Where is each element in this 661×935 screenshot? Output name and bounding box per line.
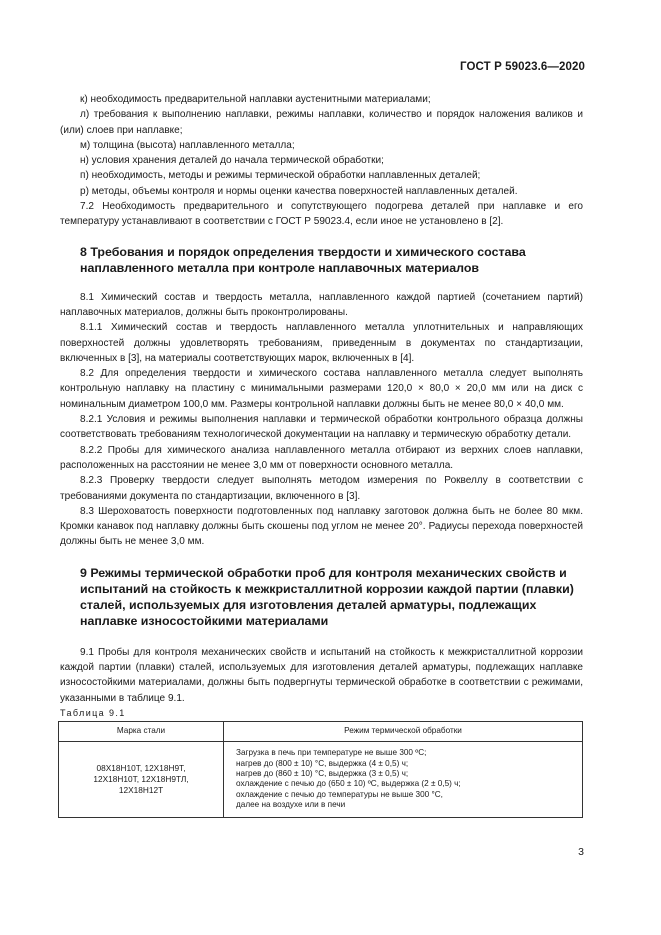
paragraph-8-3: 8.3 Шероховатость поверхности подготовленных под наплавку заготовок должна быть не более 80 мкм. Кромки канавок под наплавку должны быть скошены под углом не менее 20°. Радиусы перехода поверхностей должны быть не менее 3,0 мм.: [60, 505, 583, 548]
steel-grade-line: 08Х18Н10Т, 12Х18Н9Т,: [96, 763, 186, 774]
treatment-regime-cell: [224, 742, 583, 817]
document-code: ГОСТ Р 59023.6—2020: [460, 61, 585, 73]
list-item: п) необходимость, методы и режимы термической обработки наплавленных деталей;: [80, 170, 481, 182]
section-8-heading: 8 Требования и порядок определения твердости и химического состава наплавленного металла при контроле наплавочных материалов: [80, 244, 526, 275]
paragraph-8-2-3: 8.2.3 Проверку твердости следует выполнять методом измерения по Роквеллу в соответствии с требованиями документа по стандартизации, включенного в [3].: [60, 475, 583, 502]
section-9-heading: 9 Режимы термической обработки проб для контроля механических свойств и испытаний на стойкость к межкристаллитной коррозии каждой партии (плавки) сталей, используемых для изготовления деталей арматуры, подлежащих наплавке износостойкими материалами: [80, 565, 574, 628]
page-number: 3: [578, 846, 584, 858]
paragraph-8-1: 8.1 Химический состав и твердость металла, наплавленного каждой партией (сочетанием партий) наплавочных материалов, должны быть проконтролированы.: [60, 291, 583, 318]
table-9-1: [58, 721, 583, 817]
list-item: л) требования к выполнению наплавки, режимы наплавки, количество и порядок наложения валиков и (или) слоев при наплавке;: [60, 109, 583, 136]
steel-grade-line: 12Х18Н12Т: [118, 784, 164, 795]
paragraph-8-2: 8.2 Для определения твердости и химического состава наплавленного металла следует выполнять контрольную наплавку на пластину с минимальными размерами 120,0 × 80,0 × 20,0 мм или на диск с номинальным диаметром 100,0 мм. Размеры контрольной наплавки должны быть не менее 80,0 × 40,0 мм.: [60, 368, 583, 410]
table-row: [59, 742, 583, 817]
list-item: н) условия хранения деталей до начала термической обработки;: [80, 155, 384, 167]
paragraph-7-2: 7.2 Необходимость предварительного и сопутствующего подогрева деталей при наплавке и его температуру устанавливают в соответствии с ГОСТ Р 59023.4, если иное не установлено в [2].: [60, 201, 583, 228]
regime-line: охлаждение с печью до (650 ± 10) ºС, выдержка (2 ± 0,5) ч;: [236, 779, 461, 789]
table-header-row: [59, 722, 583, 742]
paragraph-9-1: 9.1 Пробы для контроля механических свойств и испытаний на стойкость к межкристаллитной коррозии каждой партии (плавки) сталей, используемых для изготовления деталей арматуры, подлежащих наплавке износостойкими материалами, должны быть подвергнуты термической обработке в соответствии с режимами, указанными в таблице 9.1.: [60, 646, 583, 704]
paragraph-8-2-1: 8.2.1 Условия и режимы выполнения наплавки и термической обработки контрольного образца должны соответствовать требованиям технологической документации на наплавку и термическую обработку детали.: [60, 414, 583, 441]
list-item: к) необходимость предварительной наплавки аустенитными материалами;: [80, 94, 431, 105]
regime-line: Загрузка в печь при температуре не выше 300 ºС;: [236, 748, 427, 758]
list-item: м) толщина (высота) наплавленного металла;: [80, 139, 295, 151]
regime-line: нагрев до (800 ± 10) °С, выдержка (4 ± 0,5) ч;: [236, 758, 409, 768]
document-body: [60, 92, 583, 818]
steel-grade-cell: [59, 742, 224, 817]
regime-line: далее на воздухе или в печи: [236, 800, 346, 810]
paragraph-8-1-1: 8.1.1 Химический состав и твердость наплавленного металла уплотнительных и направляющих поверхностей должны удовлетворять требованиям, приведенным в документах по стандартизации, включенных в [3], на материалы соответствующих марок, включенных в [4].: [60, 322, 583, 364]
column-header-grade: Марка стали: [59, 722, 224, 742]
steel-grade-line: 12Х18Н10Т, 12Х18Н9ТЛ,: [93, 774, 189, 785]
regime-line: охлаждение с печью до температуры не выше 300 °С,: [236, 789, 443, 799]
column-header-regime: Режим термической обработки: [224, 722, 583, 742]
list-item: р) методы, объемы контроля и нормы оценки качества поверхностей наплавленных деталей.: [80, 185, 518, 197]
paragraph-8-2-2: 8.2.2 Пробы для химического анализа наплавленного металла отбирают из верхних слоев наплавки, расположенных на расстоянии не менее 3,0 мм от поверхности основного металла.: [60, 444, 583, 471]
table-caption: Таблица 9.1: [60, 707, 126, 718]
regime-line: нагрев до (860 ± 10) °С, выдержка (3 ± 0,5) ч;: [236, 769, 409, 779]
